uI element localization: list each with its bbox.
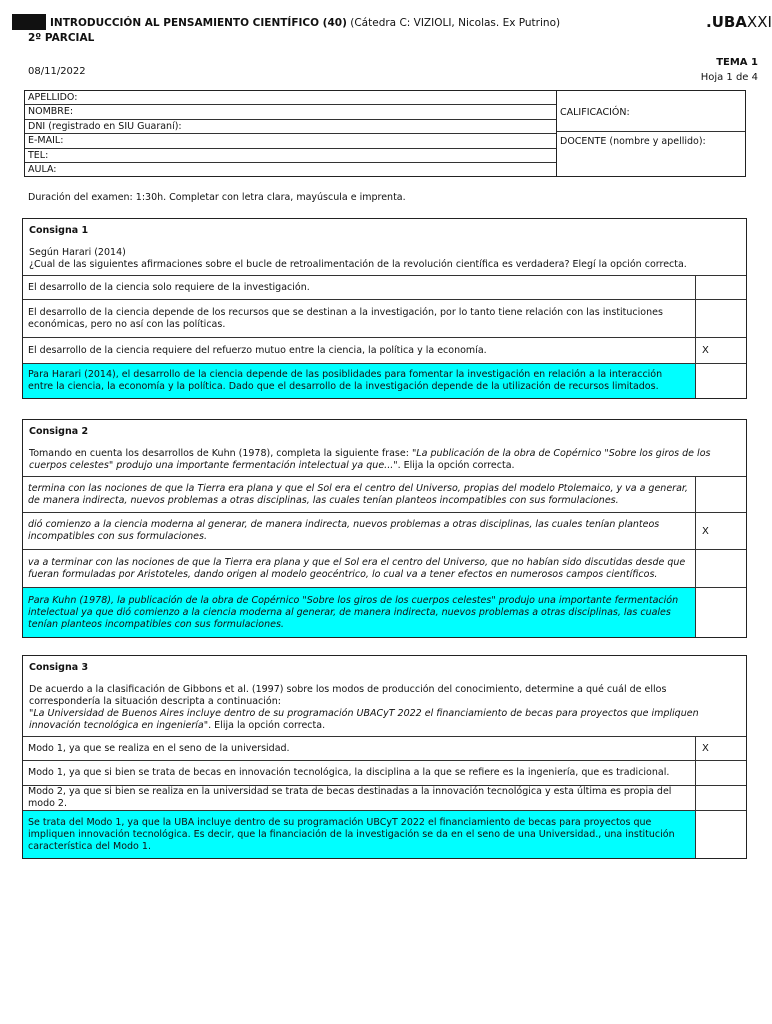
answer-text: Se trata del Modo 1, ya que la UBA incluye dentro de su programación UBCyT 2022 el financiamiento de becas para proyectos que impliquen innovación tecnológica. Es decir, que la financiación de la investigación se da en el seno de una Universidad., una institución característica del Modo 1. [23, 811, 696, 858]
course-title [50, 17, 560, 29]
consigna-2-header [23, 420, 746, 476]
consigna-2 [22, 419, 747, 638]
option-row[interactable] [23, 512, 746, 549]
answer-mark [696, 588, 746, 637]
consigna-question [29, 708, 740, 732]
uba-logo [706, 13, 772, 31]
option-row[interactable] [23, 275, 746, 299]
exam-duration: Duración del examen: 1:30h. Completar con letra clara, mayúscula e imprenta. [28, 192, 406, 203]
page-counter: Hoja 1 de 4 [700, 72, 758, 83]
consigna-title: Consigna 3 [29, 662, 89, 673]
option-text: dió comienzo a la ciencia moderna al generar, de manera indirecta, nuevos problemas a otras disciplinas, las cuales tenían planteos incompatibles con sus formulaciones. [23, 513, 696, 549]
exam-date: 08/11/2022 [28, 66, 86, 77]
option-text: Modo 1, ya que se realiza en el seno de la universidad. [23, 737, 696, 760]
tema-label: TEMA 1 [716, 57, 758, 68]
consigna-title: Consigna 1 [29, 225, 89, 236]
option-mark[interactable]: X [702, 743, 709, 754]
option-row[interactable] [23, 760, 746, 785]
option-mark[interactable] [696, 276, 746, 299]
field-docente: DOCENTE (nombre y apellido): [560, 136, 706, 147]
answer-mark [696, 364, 746, 398]
field-tel[interactable]: TEL: [25, 149, 556, 163]
consigna-question: ¿Cual de las siguientes afirmaciones sobre el bucle de retroalimentación de la revolución científica es verdadera? Elegí la opción correcta. [29, 259, 687, 270]
grading-fields [557, 91, 745, 176]
option-mark[interactable]: X [702, 345, 709, 356]
question-prefix: Tomando en cuenta los desarrollos de Kuhn (1978), completa la siguiente frase: [29, 448, 412, 459]
option-text: Modo 1, ya que si bien se trata de becas en innovación tecnológica, la disciplina a la que se refiere es la ingeniería, que es tradicional. [23, 761, 696, 785]
uba-logo-suffix: XXI [746, 13, 772, 31]
option-mark[interactable] [696, 477, 746, 512]
student-info-table [24, 90, 746, 177]
answer-text: Para Harari (2014), el desarrollo de la ciencia depende de las posiblidades para fomentar la investigación en relación a la interacción entre la ciencia, la economía y la política. Dado que el desarrollo de la investigación depende de la utilización de recursos limitados. [23, 364, 696, 398]
answer-row [23, 587, 746, 637]
option-text: termina con las nociones de que la Tierra era plana y que el Sol era el centro del Universo, propias del modelo Ptolemaico, y va a generar, de manera indirecta, nuevos problemas a otras disciplinas, las cuales tenían planteos incompatibles con sus formulaciones. [23, 477, 696, 512]
option-text: va a terminar con las nociones de que la Tierra era plana y que el Sol era el centro del Universo, que no habían sido discutidas desde que fueran formuladas por Aristoteles, dando origen al modelo geocéntrico, lo cual va a tener efectos en numerosos campos científicos. [23, 550, 696, 587]
answer-row [23, 363, 746, 398]
consigna-context: De acuerdo a la clasificación de Gibbons et al. (1997) sobre los modos de producción del conocimiento, determine a qué cuál de ellos correspondería la situación descripta a continuación: [29, 684, 667, 707]
consigna-3-header [23, 656, 746, 736]
question-quote: "La publicación de la obra de Copérnico "Sobre los giros de los cuerpos celestes" produjo una importante fermentación intelectual ya que..." [29, 448, 711, 471]
consigna-3 [22, 655, 747, 859]
parcial-label: 2º PARCIAL [28, 32, 95, 44]
field-email[interactable]: E-MAIL: [25, 134, 556, 148]
option-row[interactable] [23, 549, 746, 587]
consigna-title: Consigna 2 [29, 426, 89, 437]
field-dni[interactable]: DNI (registrado en SIU Guaraní): [25, 120, 556, 134]
option-mark[interactable] [696, 786, 746, 810]
option-row[interactable] [23, 736, 746, 760]
question-suffix: . Elija la opción correcta. [397, 460, 515, 471]
option-text: Modo 2, ya que si bien se realiza en la universidad se trata de becas destinadas a la innovación tecnológica y esta última es propia del modo 2. [23, 786, 696, 810]
option-row[interactable] [23, 785, 746, 810]
question-quote: "La Universidad de Buenos Aires incluye dentro de su programación UBACyT 2022 el financiamiento de becas para proyectos que impliquen innovación tecnológica en ingeniería" [29, 708, 699, 731]
redacted-block [12, 14, 46, 30]
option-mark[interactable] [696, 761, 746, 785]
option-mark[interactable] [696, 550, 746, 587]
consigna-source: Según Harari (2014) [29, 247, 126, 258]
option-text: El desarrollo de la ciencia solo requiere de la investigación. [23, 276, 696, 299]
answer-row [23, 810, 746, 858]
field-nombre[interactable]: NOMBRE: [25, 105, 556, 119]
option-row[interactable] [23, 476, 746, 512]
option-text: El desarrollo de la ciencia requiere del refuerzo mutuo entre la ciencia, la política y la economía. [23, 338, 696, 363]
answer-text: Para Kuhn (1978), la publicación de la obra de Copérnico "Sobre los giros de los cuerpos celestes" produjo una importante fermentación intelectual ya que dió comienzo a la ciencia moderna al generar, de manera indirecta, nuevos problemas a otras disciplinas, las cuales tenían planteos incompatibles con sus formulaciones. [23, 588, 696, 637]
course-name: INTRODUCCIÓN AL PENSAMIENTO CIENTÍFICO (40) [50, 17, 347, 29]
catedra: (Cátedra C: VIZIOLI, Nicolas. Ex Putrino) [350, 17, 561, 29]
option-mark[interactable] [696, 300, 746, 337]
field-calificacion: CALIFICACIÓN: [560, 107, 630, 118]
question-suffix: . Elija la opción correcta. [208, 720, 326, 731]
field-apellido[interactable]: APELLIDO: [25, 91, 556, 105]
option-row[interactable] [23, 337, 746, 363]
uba-logo-main: .UBA [706, 13, 747, 31]
field-aula[interactable]: AULA: [28, 163, 57, 175]
divider [557, 131, 745, 132]
student-fields [25, 91, 557, 176]
option-text: El desarrollo de la ciencia depende de los recursos que se destinan a la investigación, por lo tanto tiene relación con las instituciones económicas, pero no así con las políticas. [23, 300, 696, 337]
consigna-1-header [23, 219, 746, 275]
consigna-question [29, 448, 740, 472]
option-mark[interactable]: X [702, 525, 709, 537]
consigna-1 [22, 218, 747, 399]
option-row[interactable] [23, 299, 746, 337]
answer-mark [696, 811, 746, 858]
